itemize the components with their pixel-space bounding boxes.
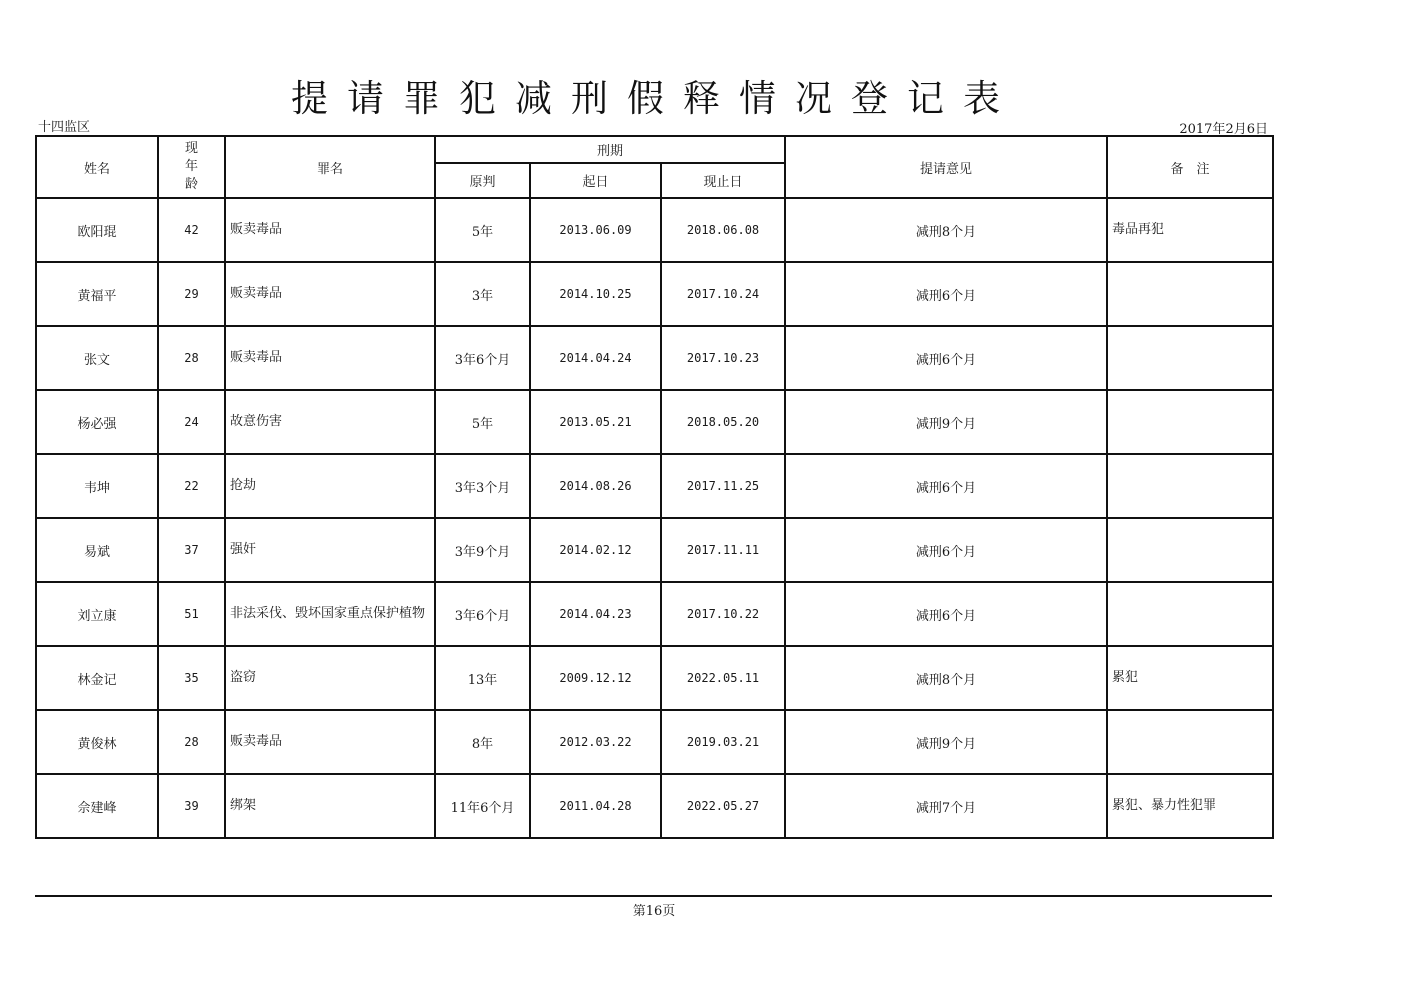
cell-age: 39 — [158, 774, 225, 838]
cell-opinion: 减刑8个月 — [785, 198, 1107, 262]
footer-divider — [35, 895, 1272, 897]
cell-name: 林金记 — [36, 646, 158, 710]
cell-crime: 非法采伐、毁坏国家重点保护植物 — [225, 582, 435, 646]
page-title: 提请罪犯减刑假释情况登记表 — [291, 77, 1019, 120]
cell-end: 2017.10.24 — [661, 262, 785, 326]
cell-age: 37 — [158, 518, 225, 582]
cell-end: 2018.05.20 — [661, 390, 785, 454]
header-opinion: 提请意见 — [785, 136, 1107, 198]
cell-end: 2022.05.11 — [661, 646, 785, 710]
cell-end: 2017.10.22 — [661, 582, 785, 646]
table-row — [36, 646, 1273, 710]
cell-opinion: 减刑6个月 — [785, 262, 1107, 326]
cell-original: 3年3个月 — [435, 454, 530, 518]
table-row — [36, 774, 1273, 838]
cell-note — [1107, 518, 1273, 582]
cell-name: 杨必强 — [36, 390, 158, 454]
cell-original: 5年 — [435, 390, 530, 454]
cell-name: 张文 — [36, 326, 158, 390]
cell-note — [1107, 454, 1273, 518]
cell-crime: 强奸 — [225, 518, 435, 582]
table-row — [36, 198, 1273, 262]
header-age-char-1: 现 — [184, 141, 198, 156]
cell-note — [1107, 262, 1273, 326]
cell-end: 2022.05.27 — [661, 774, 785, 838]
cell-original: 11年6个月 — [435, 774, 530, 838]
table-header — [36, 136, 1273, 198]
cell-start: 2011.04.28 — [530, 774, 661, 838]
cell-opinion: 减刑6个月 — [785, 454, 1107, 518]
cell-opinion: 减刑6个月 — [785, 518, 1107, 582]
cell-age: 51 — [158, 582, 225, 646]
cell-start: 2014.04.23 — [530, 582, 661, 646]
cell-crime: 贩卖毒品 — [225, 326, 435, 390]
cell-note: 累犯、暴力性犯罪 — [1107, 774, 1273, 838]
cell-crime: 贩卖毒品 — [225, 262, 435, 326]
cell-note — [1107, 582, 1273, 646]
cell-age: 42 — [158, 198, 225, 262]
cell-note: 毒品再犯 — [1107, 198, 1273, 262]
cell-opinion: 减刑9个月 — [785, 710, 1107, 774]
cell-age: 28 — [158, 710, 225, 774]
table-row — [36, 390, 1273, 454]
header-original: 原判 — [435, 163, 530, 198]
cell-crime: 绑架 — [225, 774, 435, 838]
cell-original: 5年 — [435, 198, 530, 262]
cell-crime: 贩卖毒品 — [225, 198, 435, 262]
cell-end: 2017.10.23 — [661, 326, 785, 390]
cell-start: 2014.04.24 — [530, 326, 661, 390]
cell-opinion: 减刑6个月 — [785, 582, 1107, 646]
table-row — [36, 454, 1273, 518]
cell-end: 2018.06.08 — [661, 198, 785, 262]
cell-crime: 抢劫 — [225, 454, 435, 518]
cell-original: 3年6个月 — [435, 582, 530, 646]
cell-name: 黄俊林 — [36, 710, 158, 774]
cell-original: 3年9个月 — [435, 518, 530, 582]
date-label: 2017年2月6日 — [1179, 122, 1268, 137]
cell-note: 累犯 — [1107, 646, 1273, 710]
cell-original: 13年 — [435, 646, 530, 710]
cell-end: 2019.03.21 — [661, 710, 785, 774]
cell-age: 22 — [158, 454, 225, 518]
cell-start: 2009.12.12 — [530, 646, 661, 710]
cell-opinion: 减刑7个月 — [785, 774, 1107, 838]
cell-original: 8年 — [435, 710, 530, 774]
cell-note — [1107, 390, 1273, 454]
cell-note — [1107, 326, 1273, 390]
cell-crime: 盗窃 — [225, 646, 435, 710]
cell-note — [1107, 710, 1273, 774]
cell-name: 黄福平 — [36, 262, 158, 326]
cell-start: 2014.10.25 — [530, 262, 661, 326]
table-row — [36, 582, 1273, 646]
header-crime: 罪名 — [225, 136, 435, 198]
cell-start: 2014.02.12 — [530, 518, 661, 582]
header-start: 起日 — [530, 163, 661, 198]
cell-original: 3年 — [435, 262, 530, 326]
cell-crime: 贩卖毒品 — [225, 710, 435, 774]
cell-start: 2013.05.21 — [530, 390, 661, 454]
header-age-char-3: 龄 — [184, 177, 198, 192]
header-age — [158, 136, 225, 198]
cell-age: 35 — [158, 646, 225, 710]
cell-age: 28 — [158, 326, 225, 390]
cell-start: 2012.03.22 — [530, 710, 661, 774]
table-row — [36, 326, 1273, 390]
header-age-char-2: 年 — [184, 159, 198, 174]
cell-age: 24 — [158, 390, 225, 454]
cell-name: 韦坤 — [36, 454, 158, 518]
cell-original: 3年6个月 — [435, 326, 530, 390]
table-row — [36, 518, 1273, 582]
cell-opinion: 减刑9个月 — [785, 390, 1107, 454]
header-term: 刑期 — [435, 136, 785, 163]
cell-name: 易斌 — [36, 518, 158, 582]
cell-opinion: 减刑8个月 — [785, 646, 1107, 710]
header-name: 姓名 — [36, 136, 158, 198]
page-number: 第16页 — [632, 904, 676, 919]
cell-crime: 故意伤害 — [225, 390, 435, 454]
cell-start: 2013.06.09 — [530, 198, 661, 262]
header-end: 现止日 — [661, 163, 785, 198]
cell-name: 欧阳琨 — [36, 198, 158, 262]
cell-start: 2014.08.26 — [530, 454, 661, 518]
cell-name: 佘建峰 — [36, 774, 158, 838]
header-note: 备 注 — [1107, 136, 1273, 198]
cell-name: 刘立康 — [36, 582, 158, 646]
cell-end: 2017.11.11 — [661, 518, 785, 582]
cell-opinion: 减刑6个月 — [785, 326, 1107, 390]
table-body — [36, 198, 1273, 838]
register-table — [35, 135, 1274, 839]
cell-end: 2017.11.25 — [661, 454, 785, 518]
unit-label: 十四监区 — [38, 120, 91, 135]
cell-age: 29 — [158, 262, 225, 326]
table-row — [36, 710, 1273, 774]
table-row — [36, 262, 1273, 326]
